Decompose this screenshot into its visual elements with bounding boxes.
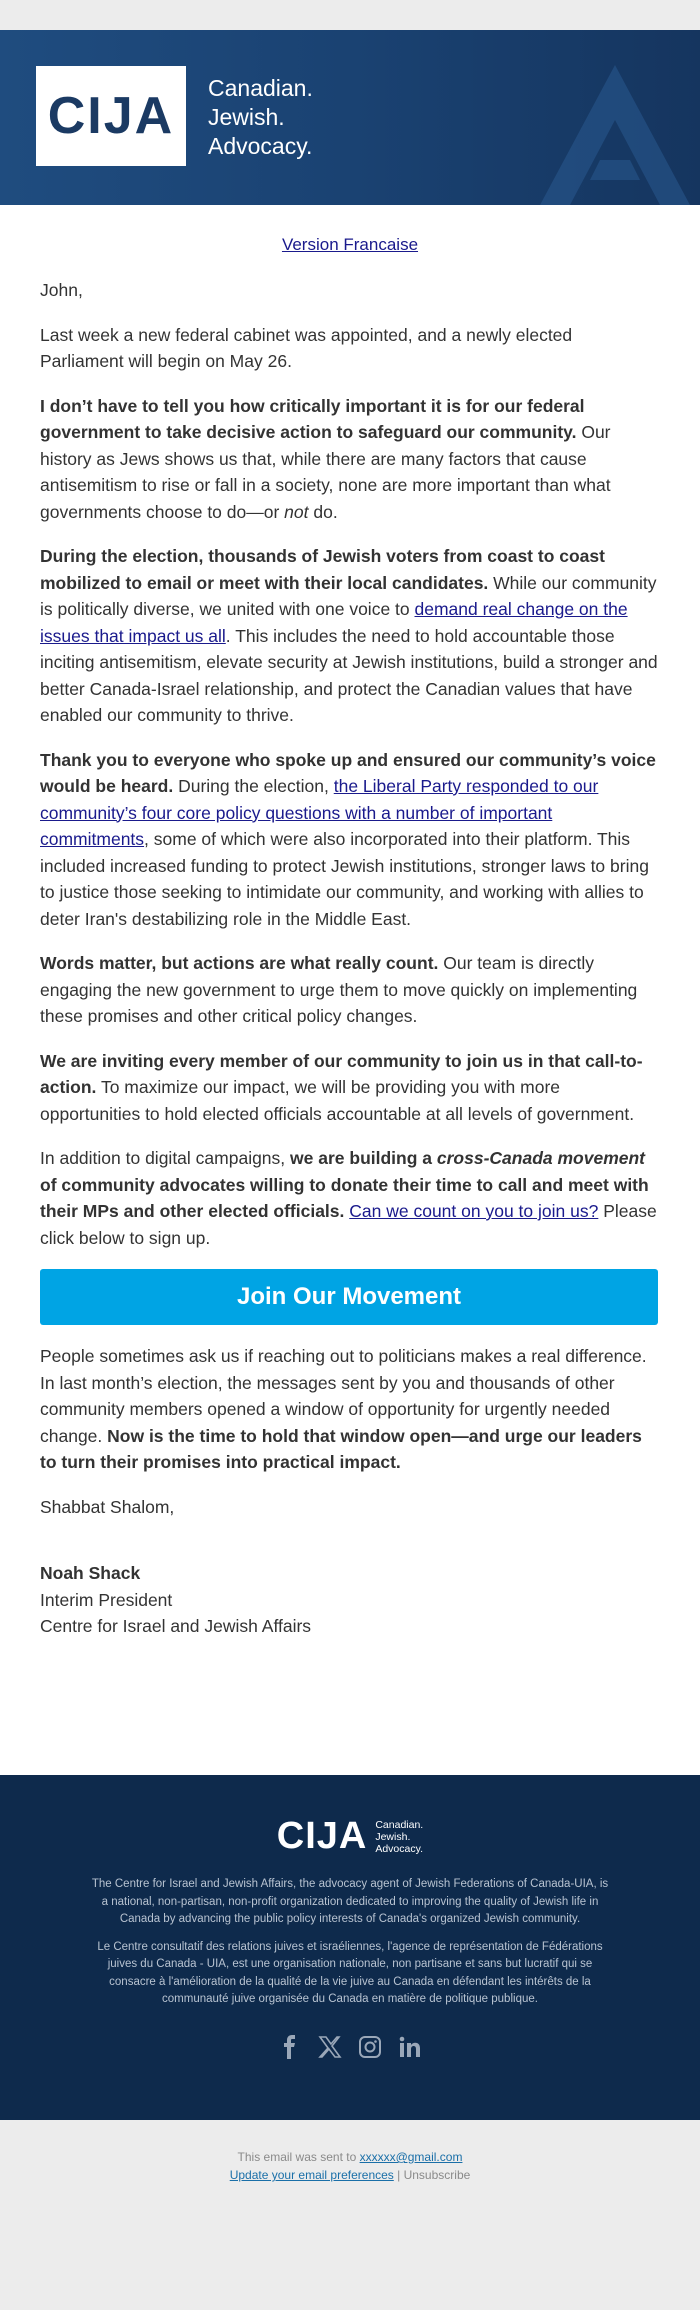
paragraph-6 [40, 1048, 660, 1128]
footer-tagline-line: Advocacy. [375, 1842, 424, 1855]
liberal-party-link[interactable]: the Liberal Party responded to our community’s four core policy questions with a number of important commitments [40, 776, 599, 849]
signature-org: Centre for Israel and Jewish Affairs [40, 1616, 312, 1636]
french-version-link[interactable]: Version Francaise [281, 235, 419, 254]
demand-change-link[interactable]: demand real change on the issues that impact us all [40, 599, 628, 646]
p8-bold: Now is the time to hold that window open—and urge our leaders to turn their promises into practical impact. [40, 1425, 642, 1472]
footer-logo-text: CIJA [276, 1815, 368, 1857]
instagram-icon[interactable] [358, 2035, 382, 2059]
p2-text-b: do. [308, 501, 338, 522]
separator: | [393, 2168, 404, 2182]
p2-text-a: Our history as Jews shows us that, while there are many factors that cause antisemitism to rise or fall in a society, none are more important than what governments choose to do—or [40, 422, 611, 522]
p7-bold-b: of community advocates willing to donate their time to call and meet with their MPs and other elected officials. [40, 1174, 649, 1221]
signature-block [40, 1560, 660, 1640]
p4-text-b: , some of which were also incorporated into their platform. This included increased funding to protect Jewish institutions, stronger laws to bring to justice those seeking to intimidate our community, and working with allies to deter Iran's destabilizing role in the Middle East. [40, 829, 649, 929]
p5-bold: Words matter, but actions are what really count. [40, 953, 439, 973]
p7-bold-italic: cross-Canada movement [436, 1148, 646, 1168]
x-icon[interactable] [318, 2035, 342, 2059]
preferences-line [0, 2166, 700, 2184]
p2-bold: I don’t have to tell you how critically important it is for our federal government to take decisive action to safeguard our community. [40, 395, 585, 442]
unsubscribe-link[interactable]: Unsubscribe [403, 2168, 471, 2182]
p3-text-a: While our community is politically diverse, we united with one voice to [40, 572, 657, 619]
paragraph-4 [40, 747, 660, 933]
footer-description-en: The Centre for Israel and Jewish Affairs, the advocacy agent of Jewish Federations of Canada-UIA, is a national, non-partisan, non-profit organization dedicated to improving the quality of Jewish life in Canada by advancing the public policy interests of Canada's organized Jewish community. [91, 1878, 609, 1925]
recipient-email-link[interactable]: xxxxxx@gmail.com [359, 2150, 463, 2164]
p5-text: Our team is directly engaging the new government to urge them to move quickly on implementing these promises and other critical policy changes. [40, 953, 638, 1026]
sent-to-prefix: This email was sent to [237, 2150, 360, 2164]
footer-tagline [375, 1819, 423, 1855]
email-bottom-bar [0, 2120, 700, 2184]
signature-name: Noah Shack [40, 1563, 141, 1583]
p4-bold: Thank you to everyone who spoke up and ensured our community’s voice would be heard. [40, 749, 656, 796]
update-preferences-link[interactable]: Update your email preferences [229, 2168, 394, 2182]
p3-text-b: . This includes the need to hold accountable those inciting antisemitism, elevate security at Jewish institutions, build a stronger and better Canada-Israel relationship, and protect the Canadian values that have enabled our community to thrive. [40, 625, 658, 725]
facebook-icon[interactable] [278, 2035, 302, 2059]
tagline-line: Advocacy. [208, 133, 313, 159]
p7-bold-a: we are building a [290, 1148, 437, 1168]
greeting: John, [40, 280, 83, 300]
email-header [0, 30, 700, 205]
closing: Shabbat Shalom, [40, 1496, 175, 1517]
paragraph-1: Last week a new federal cabinet was appointed, and a newly elected Parliament will begin on May 26. [40, 324, 573, 371]
cija-logo[interactable] [36, 66, 186, 166]
p2-italic: not [284, 501, 309, 522]
header-tagline [208, 74, 313, 161]
p4-text-a: During the election, [173, 776, 334, 796]
footer-tagline-line: Canadian. [375, 1818, 424, 1831]
join-us-link[interactable]: Can we count on you to join us? [349, 1201, 599, 1221]
paragraph-8 [40, 1343, 660, 1476]
paragraph-5 [40, 950, 660, 1030]
email-footer [0, 1775, 700, 2120]
p3-bold: During the election, thousands of Jewish voters from coast to coast mobilized to email or meet with their local candidates. [40, 546, 605, 593]
join-movement-button[interactable]: Join Our Movement [40, 1269, 658, 1325]
paragraph-3 [40, 543, 660, 729]
p6-bold: We are inviting every member of our community to join us in that call-to-action. [40, 1050, 643, 1097]
p7-text-b: Please click below to sign up. [40, 1201, 657, 1248]
social-links [0, 2035, 700, 2059]
footer-description-fr: Le Centre consultatif des relations juives et israéliennes, l'agence de représentation de Fédérations juives du Canada - UIA, est une organisation nationale, non partisane et sans but lucratif qui se consacre à l'amélioration de la qualité de la vie juive au Canada en défendant les intérêts de la communauté juive organisée du Canada en matière de politique publique. [97, 1940, 603, 2005]
top-spacer [0, 0, 700, 30]
linkedin-icon[interactable] [398, 2035, 422, 2059]
logo-text: CIJA [47, 87, 175, 145]
decorative-a-mark-icon [540, 65, 690, 205]
tagline-line: Canadian. [208, 75, 313, 101]
paragraph-2 [40, 393, 660, 526]
signature-title: Interim President [40, 1589, 173, 1610]
p7-text-a: In addition to digital campaigns, [40, 1148, 291, 1168]
footer-logo[interactable] [277, 1815, 423, 1858]
p6-text: To maximize our impact, we will be providing you with more opportunities to hold elected officials accountable at all levels of government. [40, 1077, 635, 1124]
p8-text: People sometimes ask us if reaching out to politicians makes a real difference. In last month’s election, the messages sent by you and thousands of other community members opened a window of opportunity for urgently needed change. [40, 1346, 647, 1446]
tagline-line: Jewish. [208, 104, 285, 130]
email-body [0, 205, 700, 1775]
paragraph-7 [40, 1145, 660, 1251]
footer-tagline-line: Jewish. [375, 1830, 411, 1843]
sent-to-line [0, 2148, 700, 2166]
